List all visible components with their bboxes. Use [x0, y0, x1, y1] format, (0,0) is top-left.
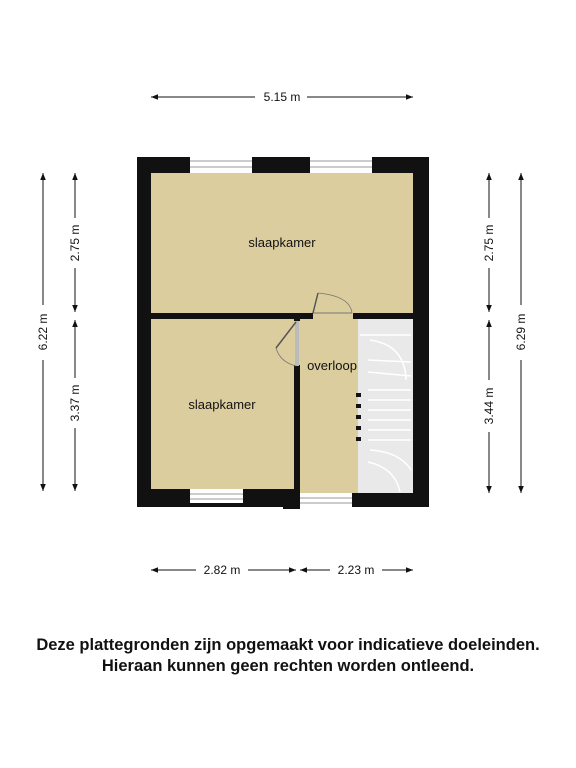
dimension-top-label: 5.15 m — [263, 90, 301, 104]
room-label-bedroom-top: slaapkamer — [248, 235, 316, 250]
dimension-right-upper-label: 2.75 m — [482, 224, 496, 262]
room-label-landing: overloop — [307, 358, 357, 373]
dimension-right-lower — [482, 320, 496, 493]
dimension-top — [151, 90, 413, 104]
room-label-bedroom-bottom: slaapkamer — [188, 397, 256, 412]
window-top-left — [190, 156, 252, 173]
dimension-bottom-left — [151, 563, 296, 577]
dimension-right-upper — [482, 173, 496, 312]
room-landing — [300, 319, 358, 493]
disclaimer-line-1: Deze plattegronden zijn opgemaakt voor indicatieve doeleinden. — [36, 636, 540, 654]
window-bottom-landing — [300, 493, 352, 507]
dimension-right-lower-label: 3.44 m — [482, 387, 496, 425]
dimension-bottom-left-label: 2.82 m — [203, 563, 241, 577]
staircase — [358, 319, 413, 493]
dimension-left-upper — [68, 173, 82, 312]
dimension-left-lower-label: 3.37 m — [68, 384, 82, 422]
dimension-left-total-label: 6.22 m — [36, 313, 50, 351]
dimension-right-total — [514, 173, 528, 493]
dimension-bottom-right — [300, 563, 413, 577]
dimension-bottom-right-label: 2.23 m — [337, 563, 375, 577]
dimension-right-total-label: 6.29 m — [514, 313, 528, 351]
window-top-right — [310, 156, 372, 173]
dimension-left-upper-label: 2.75 m — [68, 224, 82, 262]
disclaimer-line-2: Hieraan kunnen geen rechten worden ontleend. — [101, 657, 475, 675]
dimension-left-total — [36, 173, 50, 491]
dimension-left-lower — [68, 320, 82, 491]
wall-notch — [283, 503, 300, 509]
window-bottom-left — [190, 489, 243, 503]
